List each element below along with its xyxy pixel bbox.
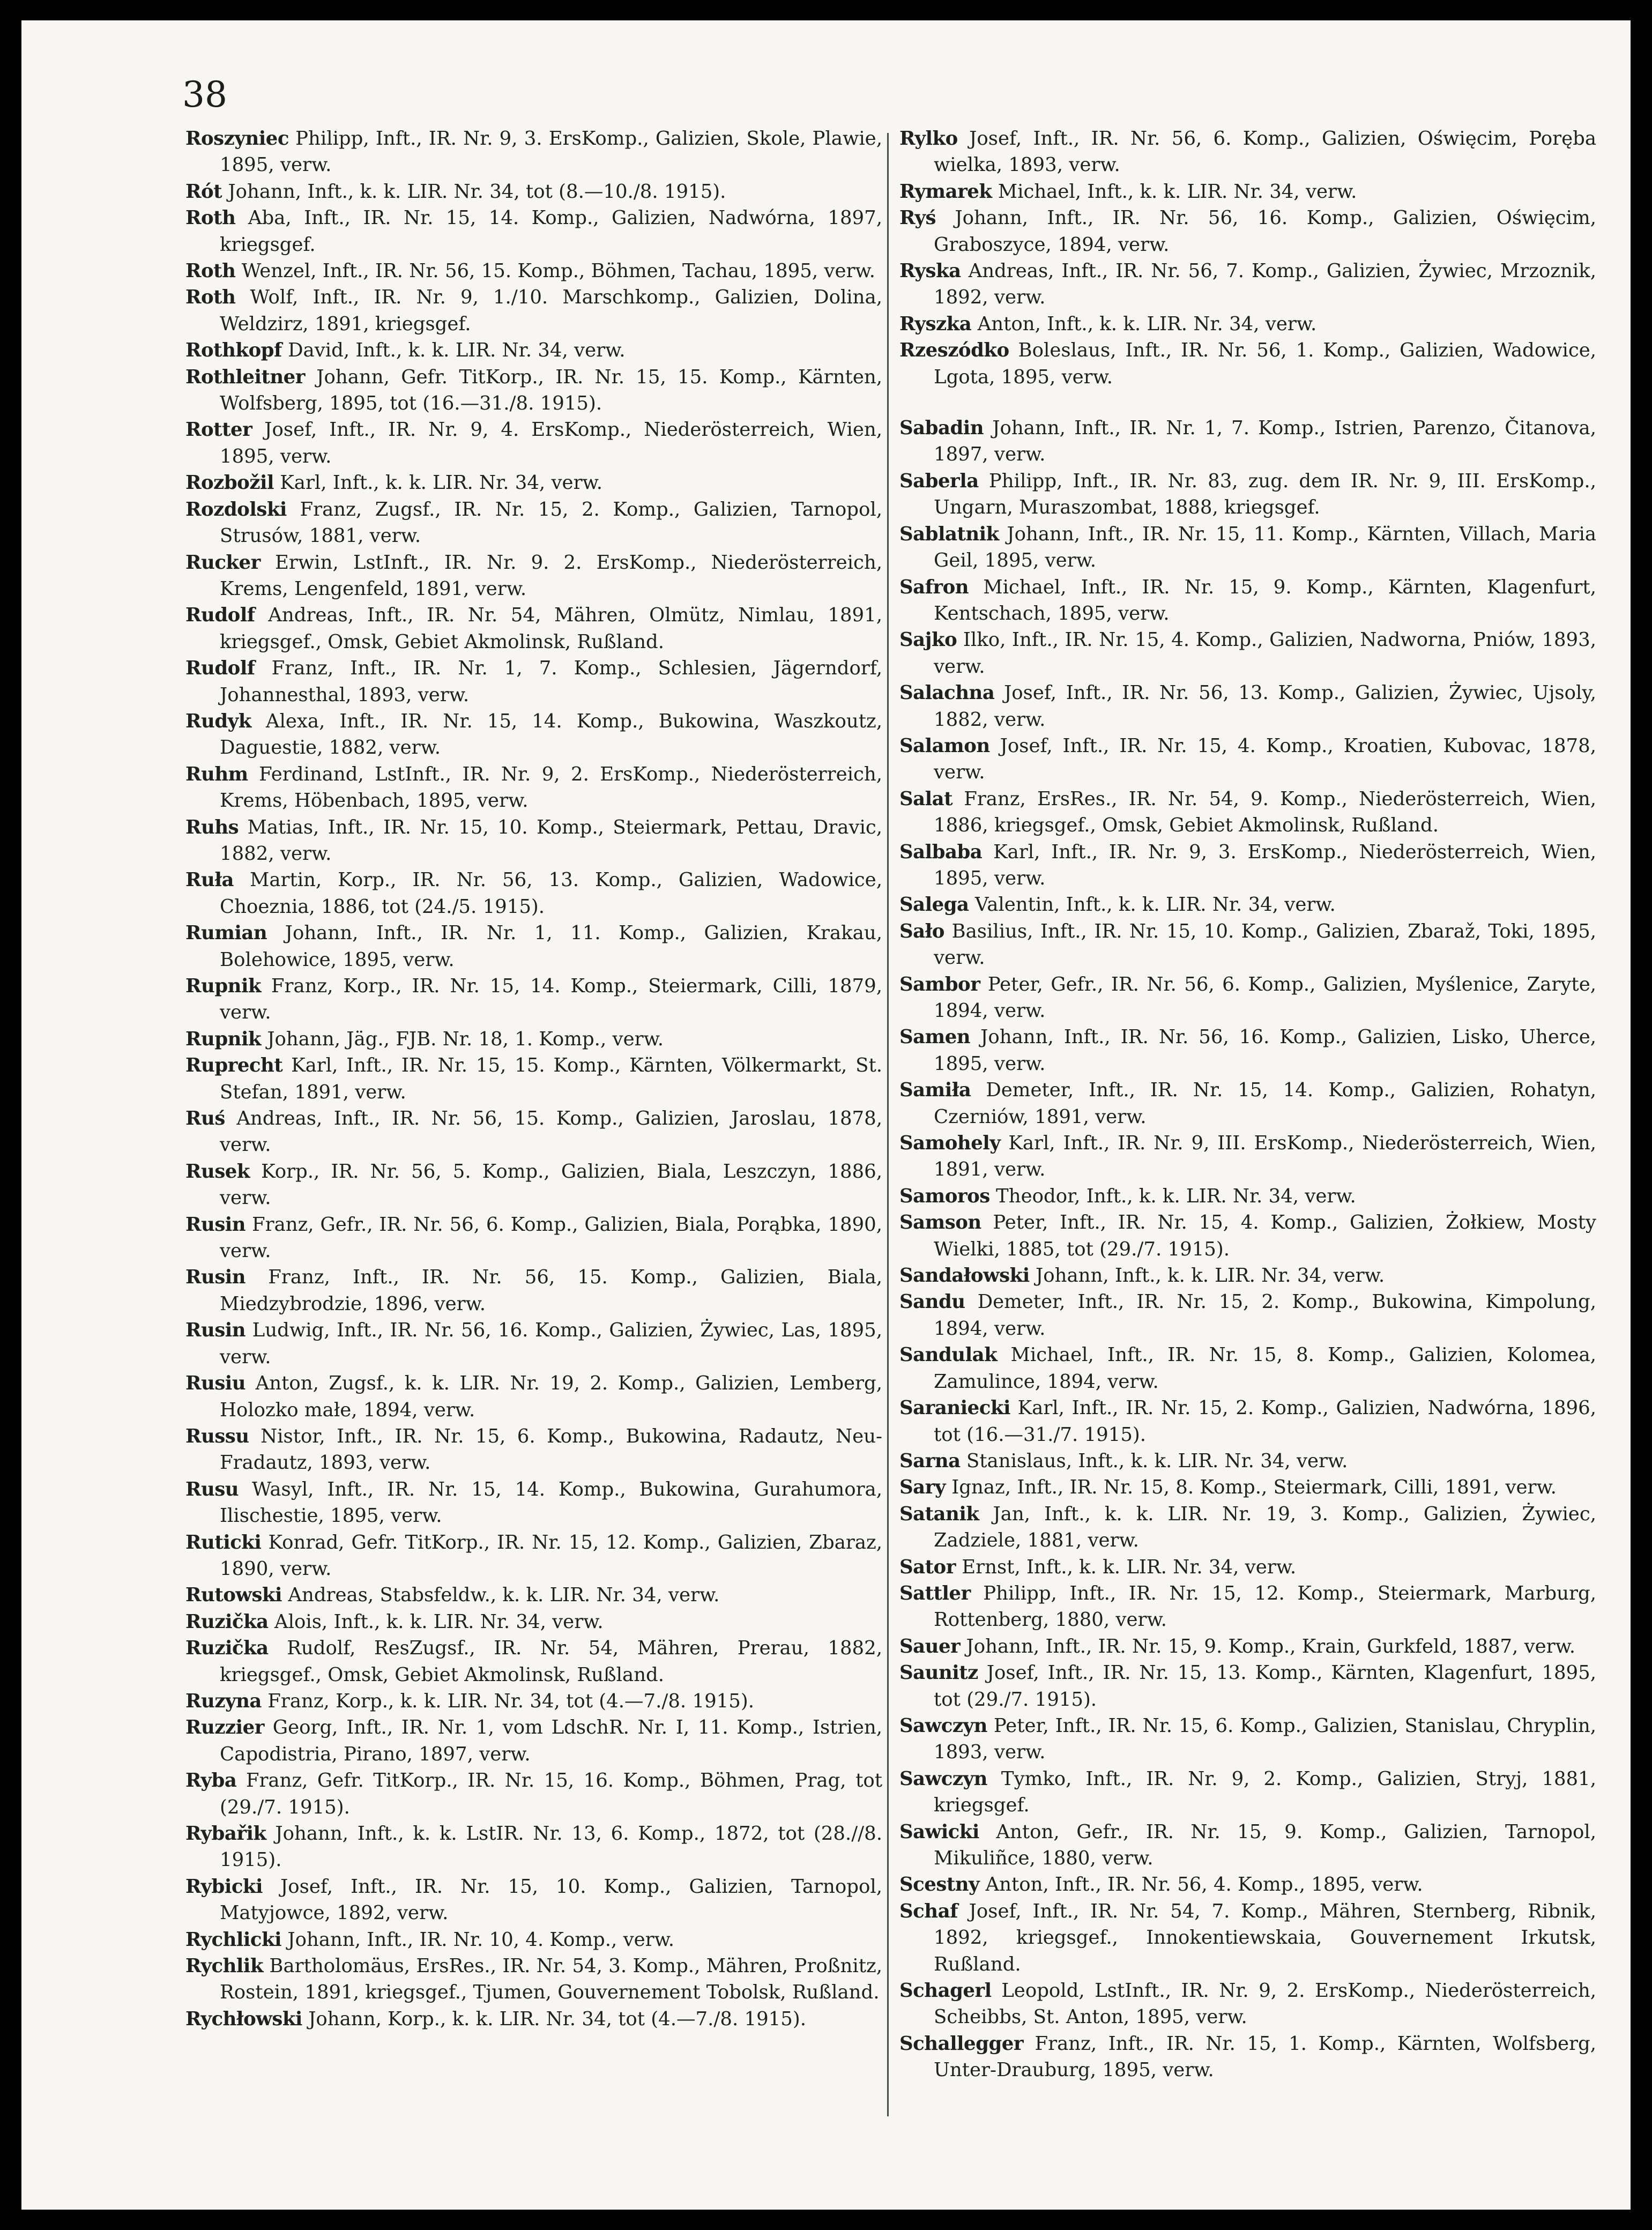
entry-surname: Rymarek (899, 180, 992, 203)
register-entry (185, 1582, 882, 1608)
entry-surname: Samiła (899, 1079, 971, 1102)
register-entry (185, 1820, 882, 1874)
register-entry (185, 337, 882, 363)
entry-surname: Rychlik (185, 1955, 264, 1978)
entry-surname: Sawczyn (899, 1714, 987, 1737)
entry-surname: Rychlicki (185, 1928, 282, 1951)
entry-details: Josef, Inft., IR. Nr. 15, 13. Komp., Kärnten, Klagenfurt, 1895, tot (29./7. 1915). (934, 1662, 1596, 1711)
entry-details: Josef, Inft., IR. Nr. 56, 13. Komp., Galizien, Żywiec, Ujsoly, 1882, verw. (934, 682, 1596, 731)
register-entry (185, 973, 882, 1026)
register-entry (899, 521, 1596, 574)
entry-details: Josef, Inft., IR. Nr. 9, 4. ErsKomp., Niederösterreich, Wien, 1895, verw. (220, 419, 882, 467)
entry-surname: Rothkopf (185, 339, 282, 362)
register-entry (185, 1423, 882, 1476)
entry-details: Leopold, LstInft., IR. Nr. 9, 2. ErsKomp., Niederösterreich, Scheibbs, St. Anton, 1895, verw. (934, 1980, 1596, 2028)
entry-details: Aba, Inft., IR. Nr. 15, 14. Komp., Galizien, Nadwórna, 1897, kriegsgef. (220, 207, 882, 256)
entry-details: Johann, Inft., IR. Nr. 1, 7. Komp., Istrien, Parenzo, Čitanova, 1897, verw. (934, 417, 1596, 466)
register-entry (899, 1660, 1596, 1713)
register-entry (185, 1529, 882, 1582)
entry-surname: Samoros (899, 1185, 990, 1207)
register-entry (185, 470, 882, 496)
entry-surname: Rucker (185, 551, 261, 574)
register-entry (899, 1209, 1596, 1262)
entry-details: Johann, Gefr. TitKorp., IR. Nr. 15, 15. Komp., Kärnten, Wolfsberg, 1895, tot (16.—31./8. 1915). (220, 366, 882, 415)
entry-details: Ferdinand, LstInft., IR. Nr. 9, 2. ErsKomp., Niederösterreich, Krems, Höbenbach, 1895, verw. (220, 763, 882, 812)
register-entry (185, 125, 882, 179)
entry-details: Demeter, Inft., IR. Nr. 15, 2. Komp., Bukowina, Kimpolung, 1894, verw. (934, 1291, 1596, 1340)
entry-details: Andreas, Stabsfeldw., k. k. LIR. Nr. 34, verw. (288, 1584, 720, 1607)
entry-surname: Sandu (899, 1291, 965, 1313)
entry-details: Peter, Inft., IR. Nr. 15, 4. Komp., Galizien, Żołkiew, Mosty Wielki, 1885, tot (29./7. 1915). (934, 1211, 1596, 1260)
entry-details: Johann, Inft., k. k. LIR. Nr. 34, tot (8.—10./8. 1915). (228, 180, 726, 203)
entry-surname: Sajko (899, 629, 957, 651)
entry-details: Josef, Inft., IR. Nr. 15, 4. Komp., Kroatien, Kubovac, 1878, verw. (934, 734, 1596, 784)
register-entry (185, 1688, 882, 1714)
entry-details: Alexa, Inft., IR. Nr. 15, 14. Komp., Bukowina, Waszkoutz, Daguestie, 1882, verw. (220, 710, 882, 759)
register-entry (899, 971, 1596, 1024)
entry-details: Rudolf, ResZugsf., IR. Nr. 54, Mähren, Prerau, 1882, kriegsgef., Omsk, Gebiet Akmolinsk, Rußland. (220, 1637, 882, 1686)
register-entry (899, 1898, 1596, 1978)
entry-details: Andreas, Inft., IR. Nr. 56, 7. Komp., Galizien, Żywiec, Mrzoznik, 1892, verw. (934, 260, 1596, 309)
entry-surname: Rybařik (185, 1823, 266, 1845)
register-entry (899, 1871, 1596, 1898)
entry-surname: Roth (185, 260, 236, 283)
entry-surname: Schallegger (899, 2032, 1024, 2055)
entry-details: Franz, Gefr., IR. Nr. 56, 6. Komp., Galizien, Biala, Porąbka, 1890, verw. (220, 1213, 882, 1262)
entry-surname: Roszyniec (185, 128, 289, 150)
entry-surname: Rudolf (185, 604, 255, 627)
entry-details: Karl, Inft., k. k. LIR. Nr. 34, verw. (280, 472, 602, 494)
entry-details: Johann, Inft., k. k. LIR. Nr. 34, verw. (1036, 1265, 1385, 1287)
entry-surname: Samen (899, 1026, 971, 1049)
entry-surname: Salega (899, 894, 969, 916)
entry-details: Jan, Inft., k. k. LIR. Nr. 19, 3. Komp., Galizien, Żywiec, Zadziele, 1881, verw. (934, 1503, 1596, 1552)
entry-surname: Scestny (899, 1874, 980, 1896)
register-entry (185, 549, 882, 603)
entry-surname: Salamon (899, 734, 990, 757)
entry-surname: Samson (899, 1211, 981, 1234)
entry-surname: Schaf (899, 1900, 958, 1922)
entry-details: Boleslaus, Inft., IR. Nr. 56, 1. Komp., Galizien, Wadowice, Lgota, 1895, verw. (934, 339, 1596, 388)
entry-details: Franz, Korp., IR. Nr. 15, 14. Komp., Steiermark, Cilli, 1879, verw. (220, 975, 882, 1024)
entry-details: Franz, Zugsf., IR. Nr. 15, 2. Komp., Galizien, Tarnopol, Strusów, 1881, verw. (220, 498, 882, 547)
register-entry (899, 680, 1596, 733)
register-entry (185, 205, 882, 258)
entry-details: Anton, Inft., k. k. LIR. Nr. 34, verw. (977, 313, 1317, 335)
register-entry (899, 1978, 1596, 2031)
entry-details: Peter, Inft., IR. Nr. 15, 6. Komp., Galizien, Stanislau, Chryplin, 1893, verw. (934, 1714, 1596, 1764)
register-entry (185, 655, 882, 708)
entry-details: Franz, Korp., k. k. LIR. Nr. 34, tot (4.—7./8. 1915). (267, 1690, 754, 1712)
entry-details: Johann, Jäg., FJB. Nr. 18, 1. Komp., verw. (267, 1028, 664, 1050)
register-entry (185, 1874, 882, 1927)
entry-surname: Sablatnik (899, 523, 999, 545)
entry-surname: Ruzyna (185, 1690, 262, 1712)
entry-surname: Russu (185, 1425, 249, 1447)
register-entry (899, 627, 1596, 680)
entry-details: Ludwig, Inft., IR. Nr. 56, 16. Komp., Galizien, Żywiec, Las, 1895, verw. (220, 1319, 882, 1368)
entry-details: Michael, Inft., k. k. LIR. Nr. 34, verw. (998, 180, 1357, 203)
register-entry (899, 2031, 1596, 2084)
entry-surname: Salat (899, 787, 953, 810)
register-entry (185, 814, 882, 867)
entry-details: Johann, Inft., IR. Nr. 1, 11. Komp., Galizien, Krakau, Bolehowice, 1895, verw. (220, 922, 882, 971)
entry-surname: Rudolf (185, 657, 255, 680)
entry-details: Korp., IR. Nr. 56, 5. Komp., Galizien, Biala, Leszczyn, 1886, verw. (220, 1160, 882, 1209)
register-entry (899, 1183, 1596, 1209)
entry-details: Karl, Inft., IR. Nr. 15, 15. Komp., Kärnten, Völkermarkt, St. Stefan, 1891, verw. (220, 1054, 882, 1103)
entry-surname: Ryś (899, 207, 936, 229)
entry-details: Wolf, Inft., IR. Nr. 9, 1./10. Marschkomp., Galizien, Dolina, Weldzirz, 1891, kriegsgef. (220, 286, 882, 335)
register-entry (899, 258, 1596, 311)
entry-surname: Rozbožil (185, 472, 274, 494)
entry-surname: Sambor (899, 973, 980, 995)
register-entry (185, 284, 882, 337)
entry-details: Andreas, Inft., IR. Nr. 56, 15. Komp., Galizien, Jaroslau, 1878, verw. (220, 1107, 882, 1156)
entry-details: Josef, Inft., IR. Nr. 54, 7. Komp., Mähren, Sternberg, Ribnik, 1892, kriegsgef., Innokentiewskaia, Gouvernement Irkutsk, Rußland. (934, 1900, 1596, 1975)
entry-surname: Safron (899, 576, 969, 598)
entry-details: Josef, Inft., IR. Nr. 56, 6. Komp., Galizien, Oświęcim, Poręba wielka, 1893, verw. (934, 128, 1596, 176)
register-entry (899, 839, 1596, 892)
page-number: 38 (182, 74, 227, 115)
entry-surname: Rusin (185, 1266, 246, 1289)
entry-details: Johann, Inft., IR. Nr. 56, 16. Komp., Galizien, Lisko, Uherce, 1895, verw. (934, 1026, 1596, 1075)
register-entry (185, 1158, 882, 1211)
entry-surname: Ruś (185, 1107, 225, 1130)
entry-details: Philipp, Inft., IR. Nr. 15, 12. Komp., Steiermark, Marburg, Rottenberg, 1880, verw. (934, 1582, 1596, 1631)
entry-surname: Ryska (899, 260, 961, 283)
entry-surname: Saberla (899, 470, 979, 492)
register-entry (185, 920, 882, 973)
entry-surname: Rót (185, 180, 222, 203)
entry-details: Georg, Inft., IR. Nr. 1, vom LdschR. Nr. I, 11. Komp., Istrien, Capodistria, Pirano, 1897, verw. (220, 1716, 882, 1765)
entry-surname: Salachna (899, 682, 995, 704)
entry-surname: Rutowski (185, 1584, 282, 1607)
register-entry (899, 311, 1596, 337)
entry-surname: Rothleitner (185, 366, 305, 388)
register-entry (899, 1474, 1596, 1500)
entry-surname: Sandałowski (899, 1265, 1030, 1287)
entry-surname: Rotter (185, 419, 252, 441)
entry-surname: Ryba (185, 1770, 237, 1792)
register-entry (185, 364, 882, 417)
entry-details: Karl, Inft., IR. Nr. 9, 3. ErsKomp., Niederösterreich, Wien, 1895, verw. (934, 841, 1596, 889)
entry-surname: Ryszka (899, 313, 972, 335)
register-entry (185, 1105, 882, 1158)
register-entry (185, 1264, 882, 1317)
register-entry (185, 1714, 882, 1767)
entry-details: Ernst, Inft., k. k. LIR. Nr. 34, verw. (962, 1556, 1297, 1578)
entry-details: Anton, Inft., IR. Nr. 56, 4. Komp., 1895, verw. (985, 1874, 1423, 1896)
entry-surname: Rzeszódko (899, 339, 1009, 362)
entry-details: Theodor, Inft., k. k. LIR. Nr. 34, verw. (996, 1185, 1356, 1207)
entry-surname: Rychłowski (185, 2008, 302, 2030)
entry-details: Demeter, Inft., IR. Nr. 15, 14. Komp., Galizien, Rohatyn, Czerniów, 1891, verw. (934, 1079, 1596, 1128)
entry-surname: Salbaba (899, 841, 983, 863)
register-entry (899, 1713, 1596, 1766)
left-column (185, 125, 882, 2032)
register-entry (185, 1370, 882, 1423)
entry-surname: Rumian (185, 922, 267, 945)
entry-details: Alois, Inft., k. k. LIR. Nr. 34, verw. (274, 1610, 604, 1633)
entry-details: Franz, Inft., IR. Nr. 1, 7. Komp., Schlesien, Jägerndorf, Johannesthal, 1893, verw. (220, 657, 882, 706)
entry-details: Karl, Inft., IR. Nr. 9, III. ErsKomp., Niederösterreich, Wien, 1891, verw. (934, 1132, 1596, 1181)
register-entry (899, 1289, 1596, 1342)
entry-surname: Ruzička (185, 1610, 269, 1633)
register-entry (185, 1767, 882, 1820)
register-entry (185, 179, 882, 205)
entry-details: Martin, Korp., IR. Nr. 56, 13. Komp., Galizien, Wadowice, Choeznia, 1886, tot (24./5. 1915). (220, 869, 882, 918)
entry-details: Andreas, Inft., IR. Nr. 54, Mähren, Olmütz, Nimlau, 1891, kriegsgef., Omsk, Gebiet Akmolinsk, Rußland. (220, 604, 882, 653)
entry-details: Stanislaus, Inft., k. k. LIR. Nr. 34, verw. (966, 1450, 1348, 1472)
entry-details: Konrad, Gefr. TitKorp., IR. Nr. 15, 12. Komp., Galizien, Zbaraz, 1890, verw. (220, 1531, 882, 1580)
entry-details: Philipp, Inft., IR. Nr. 83, zug. dem IR. Nr. 9, III. ErsKomp., Ungarn, Muraszombat, 1888, kriegsgef. (934, 470, 1596, 519)
entry-surname: Roth (185, 207, 236, 229)
entry-surname: Saunitz (899, 1662, 978, 1684)
entry-surname: Ruhm (185, 763, 248, 785)
entry-surname: Rupnik (185, 975, 262, 997)
entry-details: Johann, Korp., k. k. LIR. Nr. 34, tot (4.—7./8. 1915). (308, 2008, 806, 2030)
entry-details: Peter, Gefr., IR. Nr. 56, 6. Komp., Galizien, Myślenice, Zaryte, 1894, verw. (934, 973, 1596, 1022)
entry-surname: Rusin (185, 1213, 246, 1236)
entry-details: Johann, Inft., IR. Nr. 56, 16. Komp., Galizien, Oświęcim, Graboszyce, 1894, verw. (934, 207, 1596, 256)
register-entry (899, 1395, 1596, 1448)
entry-surname: Sarna (899, 1450, 961, 1472)
entry-surname: Ruzička (185, 1637, 269, 1660)
entry-details: Michael, Inft., IR. Nr. 15, 9. Komp., Kärnten, Klagenfurt, Kentschach, 1895, verw. (934, 576, 1596, 625)
section-gap (899, 390, 1596, 415)
register-entry (899, 415, 1596, 468)
entry-surname: Samohely (899, 1132, 1001, 1155)
register-entry (185, 1052, 882, 1105)
entry-surname: Sało (899, 920, 944, 942)
register-entry (899, 1077, 1596, 1130)
entry-details: Franz, Inft., IR. Nr. 56, 15. Komp., Galizien, Biala, Miedzybrodzie, 1896, verw. (220, 1266, 882, 1315)
entry-surname: Sawczyn (899, 1767, 987, 1790)
register-entry (899, 1633, 1596, 1660)
register-entry (185, 1026, 882, 1052)
entry-surname: Ruła (185, 869, 234, 891)
entry-surname: Rudyk (185, 710, 251, 732)
entry-surname: Ruticki (185, 1531, 262, 1553)
register-entry (185, 1317, 882, 1370)
register-entry (899, 468, 1596, 521)
entry-surname: Satanik (899, 1503, 979, 1525)
entry-surname: Rybicki (185, 1875, 263, 1898)
document-page (21, 20, 1631, 2210)
entry-surname: Sator (899, 1556, 956, 1578)
right-column (899, 125, 1596, 2084)
entry-details: Johann, Inft., IR. Nr. 10, 4. Komp., verw. (287, 1928, 675, 1951)
register-entry (899, 786, 1596, 839)
entry-details: Wenzel, Inft., IR. Nr. 56, 15. Komp., Böhmen, Tachau, 1895, verw. (241, 260, 875, 283)
entry-details: Valentin, Inft., k. k. LIR. Nr. 34, verw. (974, 894, 1336, 916)
entry-details: Tymko, Inft., IR. Nr. 9, 2. Komp., Galizien, Stryj, 1881, kriegsgef. (934, 1767, 1596, 1817)
entry-details: Ilko, Inft., IR. Nr. 15, 4. Komp., Galizien, Nadworna, Pniów, 1893, verw. (934, 629, 1596, 678)
entry-details: Matias, Inft., IR. Nr. 15, 10. Komp., Steiermark, Pettau, Dravic, 1882, verw. (220, 816, 882, 865)
entry-details: Johann, Inft., IR. Nr. 15, 9. Komp., Krain, Gurkfeld, 1887, verw. (966, 1635, 1576, 1657)
register-entry (899, 179, 1596, 205)
entry-details: Karl, Inft., IR. Nr. 15, 2. Komp., Galizien, Nadwórna, 1896, tot (16.—31./7. 1915). (934, 1397, 1596, 1446)
entry-surname: Ruzzier (185, 1716, 264, 1739)
column-divider (887, 133, 889, 2116)
register-entry (899, 1130, 1596, 1183)
register-entry (899, 574, 1596, 627)
entry-surname: Ruhs (185, 816, 239, 838)
entry-surname: Saraniecki (899, 1397, 1010, 1419)
entry-surname: Sandulak (899, 1344, 998, 1366)
register-entry (899, 1554, 1596, 1580)
entry-details: Johann, Inft., IR. Nr. 15, 11. Komp., Kärnten, Villach, Maria Geil, 1895, verw. (934, 523, 1596, 572)
register-entry (185, 1635, 882, 1688)
register-entry (185, 417, 882, 470)
register-entry (899, 1448, 1596, 1474)
register-entry (185, 2006, 882, 2032)
entry-surname: Rusek (185, 1160, 250, 1183)
entry-surname: Rusu (185, 1478, 239, 1500)
register-entry (185, 761, 882, 814)
entry-surname: Sary (899, 1476, 946, 1499)
entry-details: Franz, ErsRes., IR. Nr. 54, 9. Komp., Niederösterreich, Wien, 1886, kriegsgef., Omsk, Gebiet Akmolinsk, Rußland. (934, 787, 1596, 837)
register-entry (185, 1476, 882, 1529)
register-entry (899, 337, 1596, 390)
register-entry (185, 867, 882, 920)
entry-details: Anton, Gefr., IR. Nr. 15, 9. Komp., Galizien, Tarnopol, Mikuliñce, 1880, verw. (934, 1820, 1597, 1869)
entry-details: Wasyl, Inft., IR. Nr. 15, 14. Komp., Bukowina, Gurahumora, Ilischestie, 1895, verw. (220, 1478, 882, 1527)
entry-surname: Rozdolski (185, 498, 287, 521)
register-entry (185, 708, 882, 761)
register-entry (899, 205, 1596, 258)
entry-surname: Roth (185, 286, 236, 309)
register-entry (899, 1262, 1596, 1289)
register-entry (899, 125, 1596, 179)
entry-details: Franz, Inft., IR. Nr. 15, 1. Komp., Kärnten, Wolfsberg, Unter-Drauburg, 1895, verw. (934, 2032, 1596, 2082)
entry-surname: Schagerl (899, 1980, 992, 2002)
entry-surname: Ruprecht (185, 1054, 283, 1077)
register-entry (185, 258, 882, 284)
entry-details: Johann, Inft., k. k. LstIR. Nr. 13, 6. Komp., 1872, tot (28.//8. 1915). (220, 1823, 882, 1871)
entry-details: Erwin, LstInft., IR. Nr. 9. 2. ErsKomp., Niederösterreich, Krems, Lengenfeld, 1891, verw. (220, 551, 882, 600)
register-entry (899, 1342, 1596, 1395)
right-column-s-entries (899, 415, 1596, 2084)
entry-surname: Sauer (899, 1635, 961, 1657)
entry-surname: Sawicki (899, 1820, 979, 1843)
register-entry (899, 733, 1596, 786)
register-entry (899, 918, 1596, 971)
register-entry (899, 1819, 1596, 1872)
register-entry (899, 1501, 1596, 1554)
entry-surname: Sattler (899, 1582, 971, 1604)
entry-surname: Sabadin (899, 417, 984, 440)
register-entry (185, 1953, 882, 2006)
register-entry (185, 602, 882, 655)
register-entry (185, 1927, 882, 1953)
entry-details: Franz, Gefr. TitKorp., IR. Nr. 15, 16. Komp., Böhmen, Prag, tot (29./7. 1915). (220, 1770, 882, 1818)
register-entry (899, 1024, 1596, 1077)
entry-surname: Rupnik (185, 1028, 262, 1050)
register-entry (185, 1609, 882, 1635)
entry-details: Anton, Zugsf., k. k. LIR. Nr. 19, 2. Komp., Galizien, Lemberg, Holozko małe, 1894, verw. (220, 1372, 882, 1421)
entry-details: Ignaz, Inft., IR. Nr. 15, 8. Komp., Steiermark, Cilli, 1891, verw. (951, 1476, 1557, 1499)
right-column-r-entries (899, 125, 1596, 390)
register-entry (185, 496, 882, 549)
entry-details: Basilius, Inft., IR. Nr. 15, 10. Komp., Galizien, Zbaraž, Toki, 1895, verw. (934, 920, 1596, 969)
entry-surname: Rusiu (185, 1372, 246, 1395)
entry-details: David, Inft., k. k. LIR. Nr. 34, verw. (288, 339, 626, 362)
entry-surname: Rusin (185, 1319, 246, 1342)
entry-details: Josef, Inft., IR. Nr. 15, 10. Komp., Galizien, Tarnopol, Matyjowce, 1892, verw. (220, 1875, 882, 1924)
entry-details: Nistor, Inft., IR. Nr. 15, 6. Komp., Bukowina, Radautz, Neu-Fradautz, 1893, verw. (220, 1425, 882, 1474)
register-entry (899, 1580, 1596, 1633)
register-entry (185, 1211, 882, 1265)
entry-details: Michael, Inft., IR. Nr. 15, 8. Komp., Galizien, Kolomea, Zamulince, 1894, verw. (934, 1344, 1596, 1393)
entry-surname: Rylko (899, 128, 958, 150)
entry-details: Philipp, Inft., IR. Nr. 9, 3. ErsKomp., Galizien, Skole, Plawie, 1895, verw. (220, 128, 882, 176)
register-entry (899, 891, 1596, 918)
register-entry (899, 1766, 1596, 1819)
entry-details: Bartholomäus, ErsRes., IR. Nr. 54, 3. Komp., Mähren, Proßnitz, Rostein, 1891, kriegsgef., Tjumen, Gouvernement Tobolsk, Rußland. (220, 1955, 882, 2004)
